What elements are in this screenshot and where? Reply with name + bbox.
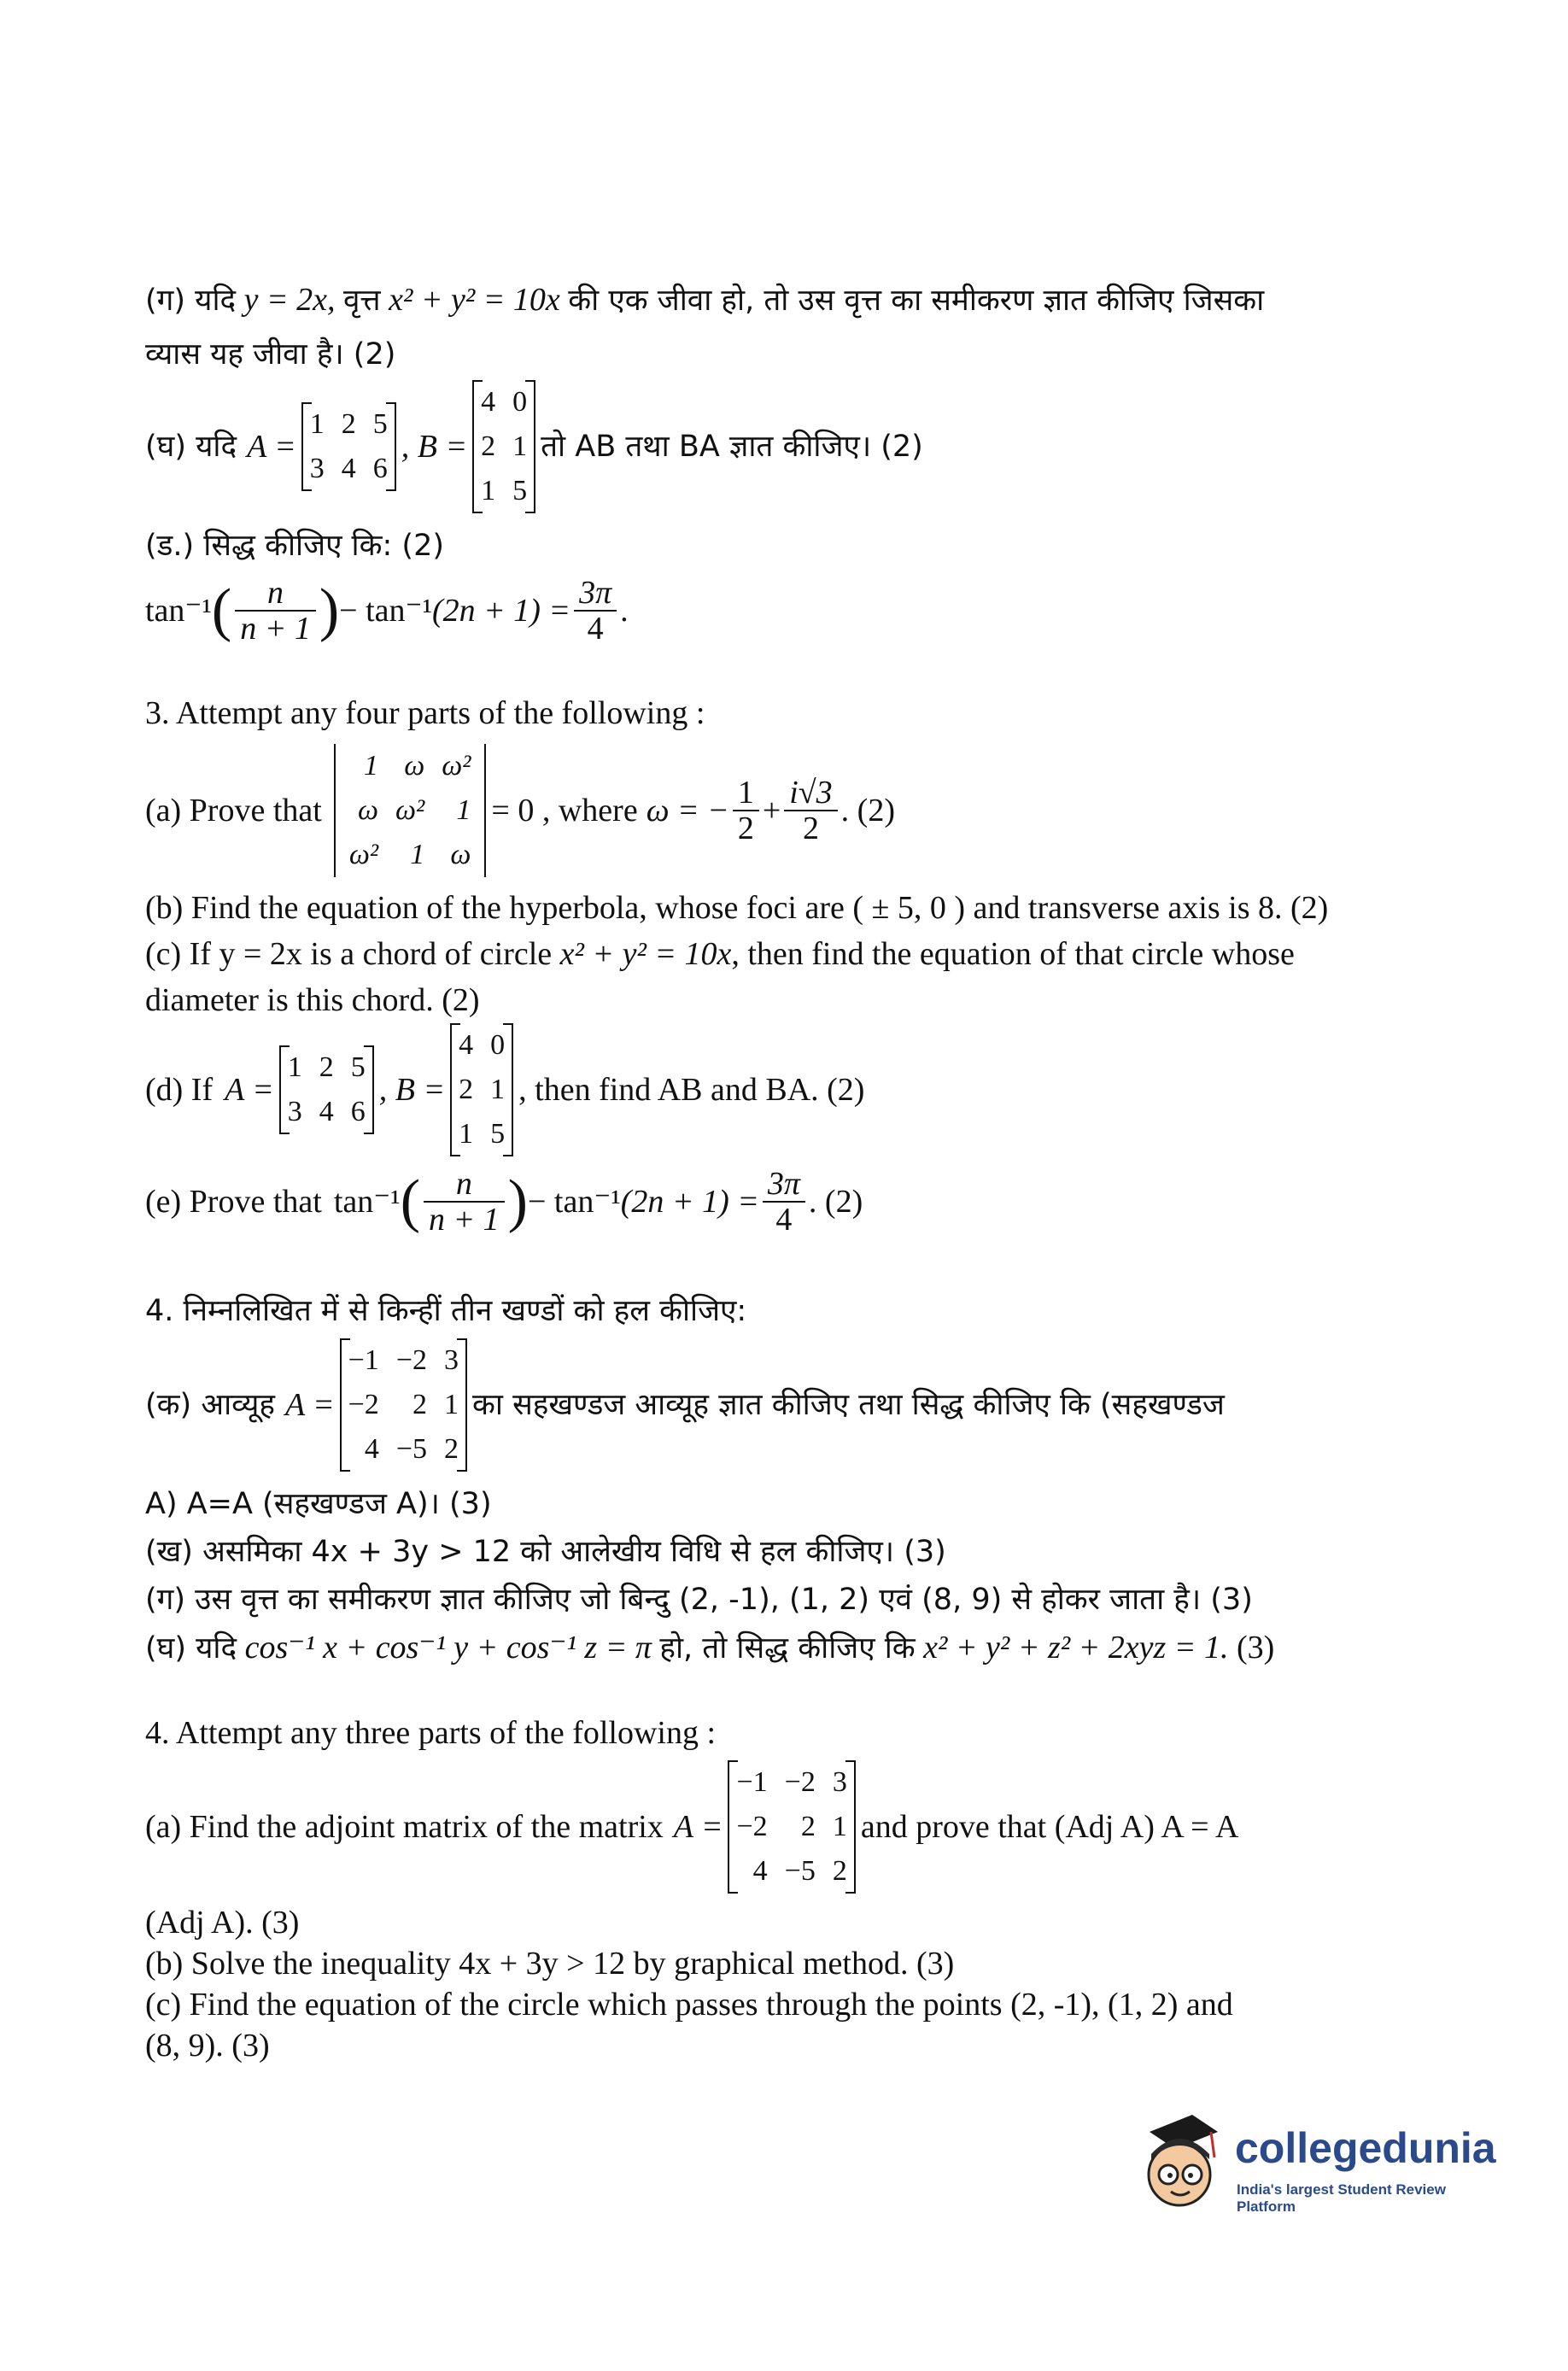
q2-da-line1: (ड.) सिद्ध कीजिए कि: (2): [145, 529, 445, 563]
q3-d-line: (d) If A = 1 2 5 3 4 6 , B = 4 0 2 1 1 5 , then find AB and BA. (2): [145, 1022, 864, 1158]
q4-c-line2: (8, 9). (3): [145, 2028, 270, 2064]
q3-e-line: (e) Prove that tan⁻¹ ( $\frac{n}{n + 1}$ ) − tan⁻¹ (2n + 1) = $\frac{3\pi}{4}$ . (2): [145, 1166, 863, 1238]
q3-c-line1: (c) If y = 2x is a chord of circle x² + y² = 10x, then find the equation of that circle whose: [145, 936, 1295, 972]
q3-a-determinant: 1 ω ω² ω ω² 1 ω² 1 ω: [334, 744, 487, 877]
q3-d-tail: , then find AB and BA. (2): [518, 1072, 865, 1108]
q2-gha-matrix-B: 4 0 2 1 1 5: [472, 380, 535, 513]
q3-d-matrix-B: 4 0 2 1 1 5: [450, 1023, 513, 1156]
q4-a-tail: and prove that (Adj A) A = A: [860, 1809, 1239, 1845]
q2-da-equation: tan⁻¹ ( $\frac{n}{n + 1}$ ) − tan⁻¹ (2n + 1) = $\frac{3\pi}{4}$ .: [145, 575, 629, 647]
q3-b: (b) Find the equation of the hyperbola, whose foci are ( ± 5, 0 ) and transverse axis is 8. (2): [145, 890, 1329, 926]
q2-gha-line: [145, 383, 923, 511]
q3-a-line: (a) Prove that 1 ω ω² ω ω² 1 ω² 1 ω = 0 , where ω = − $\frac{1}{2}$ + $\frac{i√3}{2}$ . (2): [145, 738, 895, 883]
q2-gha-B-label: , B =: [401, 429, 468, 465]
q4-heading: 4. Attempt any three parts of the following :: [145, 1715, 717, 1751]
q3-c-line2: diameter is this chord. (2): [145, 982, 480, 1018]
q3-a-tail: . (2): [840, 793, 895, 828]
q2-ga-prefix: (ग) यदि: [145, 284, 237, 318]
q2-ga-tail: की एक जीवा हो, तो उस वृत्त का समीकरण ज्ञात कीजिए जिसका: [568, 284, 1265, 318]
mascot-icon: [1132, 2106, 1226, 2234]
q4h-ka-tail: का सहखण्डज आव्यूह ज्ञात कीजिए तथा सिद्ध कीजिए कि (सहखण्डज: [472, 1388, 1225, 1422]
q2-gha-tail: तो AB तथा BA ज्ञात कीजिए। (2): [541, 430, 923, 464]
q3-e-prefix: (e) Prove that: [145, 1184, 322, 1220]
q3-a-mid: = 0 , where: [491, 793, 638, 828]
q4-a-line2: (Adj A). (3): [145, 1905, 300, 1941]
q2-ga-eq1: y = 2x,: [243, 282, 336, 318]
q4h-ka-prefix: (क) आव्यूह: [145, 1388, 275, 1422]
logo-name: collegedunia: [1235, 2124, 1496, 2172]
q3-d-prefix: (d) If: [145, 1072, 214, 1108]
q3-d-matrix-A: 1 2 5 3 4 6: [279, 1045, 374, 1134]
q4h-gha: (घ) यदि cos⁻¹ x + cos⁻¹ y + cos⁻¹ z = π हो, तो सिद्ध कीजिए कि x² + y² + z² + 2xyz = 1. (3): [145, 1630, 1275, 1666]
q4h-ka-matrix: −1 −2 3 −2 2 1 4 −5 2: [340, 1338, 467, 1472]
q3-e-tail: . (2): [808, 1184, 863, 1220]
q4-a-line: (a) Find the adjoint matrix of the matrix A = −1 −2 3 −2 2 1 4 −5 2 and prove that (Adj A) A = A: [145, 1754, 1238, 1900]
q2-ga-line2: व्यास यह जीवा है। (2): [145, 337, 396, 372]
q3-heading: 3. Attempt any four parts of the following :: [145, 695, 705, 731]
collegedunia-logo: [1132, 2106, 1500, 2234]
q2-gha-A-label: A =: [247, 429, 296, 465]
q4h-ka-line: (क) आव्यूह A = −1 −2 3 −2 2 1 4 −5 2 का सहखण्डज आव्यूह ज्ञात कीजिए तथा सिद्ध कीजिए कि (सहखण्डज: [145, 1332, 1225, 1478]
q3-a-omega: ω = −: [646, 793, 729, 828]
q4h-kha: (ख) असमिका 4x + 3y > 12 को आलेखीय विधि से हल कीजिए। (3): [145, 1535, 946, 1569]
q2-gha-matrix-A: 1 2 5 3 4 6: [301, 402, 396, 491]
q4h-ga: (ग) उस वृत्त का समीकरण ज्ञात कीजिए जो बिन्दु (2, -1), (1, 2) एवं (8, 9) से होकर जाता है। (3): [145, 1583, 1253, 1617]
q4-b: (b) Solve the inequality 4x + 3y > 12 by graphical method. (3): [145, 1946, 955, 1982]
q4-a-prefix: (a) Find the adjoint matrix of the matrix: [145, 1809, 664, 1845]
tan-inv-1: tan⁻¹: [145, 593, 212, 629]
q2-ga-mid: वृत्त: [342, 284, 381, 318]
q3-a-prefix: (a) Prove that: [145, 793, 322, 828]
q2-ga-line1: [145, 280, 1264, 320]
q2-ga-eq2: x² + y² = 10x: [389, 282, 560, 318]
q4-c-line1: (c) Find the equation of the circle which passes through the points (2, -1), (1, 2) and: [145, 1987, 1233, 2023]
logo-tagline: India's largest Student Review Platform: [1237, 2181, 1446, 2215]
q4h-ka-line2: A) A=A (सहखण्डज A)। (3): [145, 1487, 492, 1521]
q2-gha-prefix: (घ) यदि: [145, 430, 237, 464]
q4-a-matrix: −1 −2 3 −2 2 1 4 −5 2: [728, 1760, 855, 1894]
q4h-heading: 4. निम्नलिखित में से किन्हीं तीन खण्डों को हल कीजिए:: [145, 1294, 747, 1328]
